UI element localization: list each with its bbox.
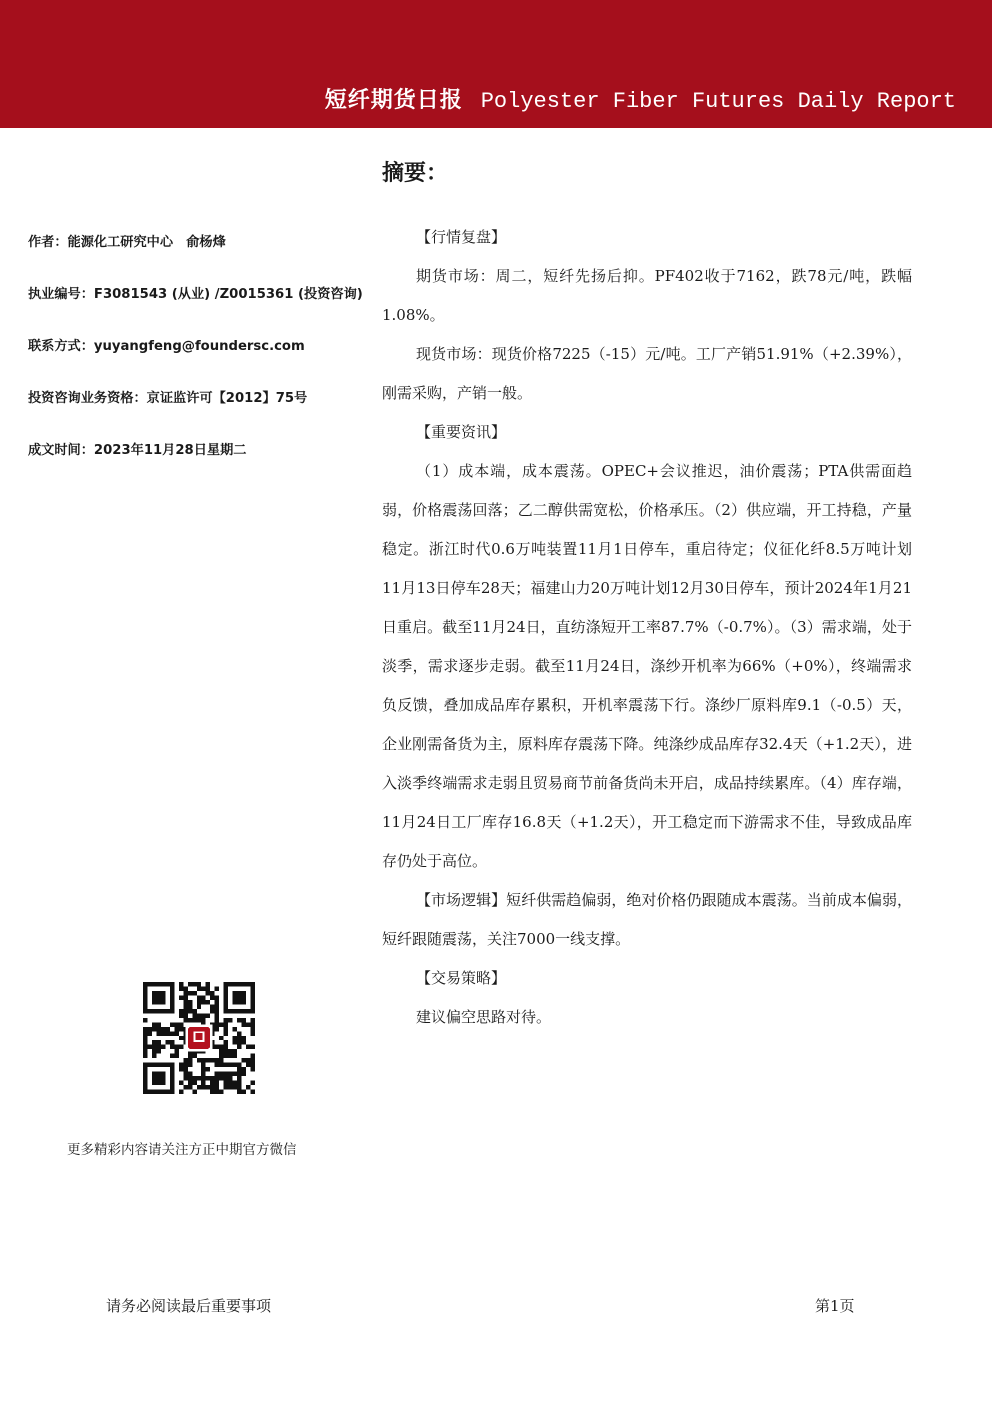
wechat-qr-code-icon — [143, 982, 255, 1094]
report-title-cn: 短纤期货日报 — [324, 88, 463, 113]
contact-line: 联系方式：yuyangfeng@foundersc.com — [28, 339, 305, 354]
spot-market-paragraph: 现货市场：现货价格7225（-15）元/吨。工厂产销51.91%（+2.39%），刚需采购，产销一般。 — [382, 345, 912, 402]
author-line: 作者：能源化工研究中心 俞杨烽 — [28, 235, 226, 250]
header-banner — [0, 0, 992, 128]
market-logic-paragraph: 【市场逻辑】短纤供需趋偏弱，绝对价格仍跟随成本震荡。当前成本偏弱，短纤跟随震荡，关注7000一线支撑。 — [382, 891, 912, 948]
qualification-line: 投资咨询业务资格：京证监许可【2012】75号 — [28, 391, 308, 406]
section-key-news: 【重要资讯】 — [416, 423, 507, 441]
footer-notice: 请务必阅读最后重要事项 — [106, 1297, 272, 1315]
trading-strategy-paragraph: 建议偏空思路对待。 — [416, 1008, 552, 1026]
license-number-line: 执业编号：F3081543 (从业) /Z0015361 (投资咨询) — [28, 287, 363, 302]
qr-logo-icon — [188, 1027, 210, 1049]
qr-caption: 更多精彩内容请关注方正中期官方微信 — [67, 1142, 297, 1158]
summary-heading: 摘要： — [382, 161, 449, 186]
page-number: 第1页 — [815, 1297, 855, 1315]
futures-market-paragraph: 期货市场：周二，短纤先扬后抑。PF402收于7162，跌78元/吨，跌幅1.08%。 — [382, 267, 912, 324]
section-market-review: 【行情复盘】 — [416, 228, 507, 246]
report-title — [325, 86, 956, 117]
date-line: 成文时间：2023年11月28日星期二 — [28, 443, 247, 458]
key-news-paragraph: （1）成本端，成本震荡。OPEC+会议推迟，油价震荡；PTA供需面趋弱，价格震荡回落；乙二醇供需宽松，价格承压。（2）供应端，开工持稳，产量稳定。浙江时代0.6万吨装置11月1日停车，重启待定；仪征化纤8.5万吨计划11月13日停车28天；福建山力20万吨计划12月30日停车，预计2024年1月21日重启。截至11月24日，直纺涤短开工率87.7%（-0.7%）。（3）需求端，处于淡季，需求逐步走弱。截至11月24日，涤纱开机率为66%（+0%），终端需求负反馈，叠加成品库存累积，开机率震荡下行。涤纱厂原料库9.1（-0.5）天，企业刚需备货为主，原料库存震荡下降。纯涤纱成品库存32.4天（+1.2天），进入淡季终端需求走弱且贸易商节前备货尚未开启，成品持续累库。（4）库存端，11月24日工厂库存16.8天（+1.2天），开工稳定而下游需求不佳，导致成品库存仍处于高位。 — [382, 462, 912, 870]
author-info — [28, 230, 368, 490]
report-title-en: Polyester Fiber Futures Daily Report — [480, 89, 956, 114]
summary-body — [382, 218, 912, 1037]
section-trading-strategy: 【交易策略】 — [416, 969, 507, 987]
